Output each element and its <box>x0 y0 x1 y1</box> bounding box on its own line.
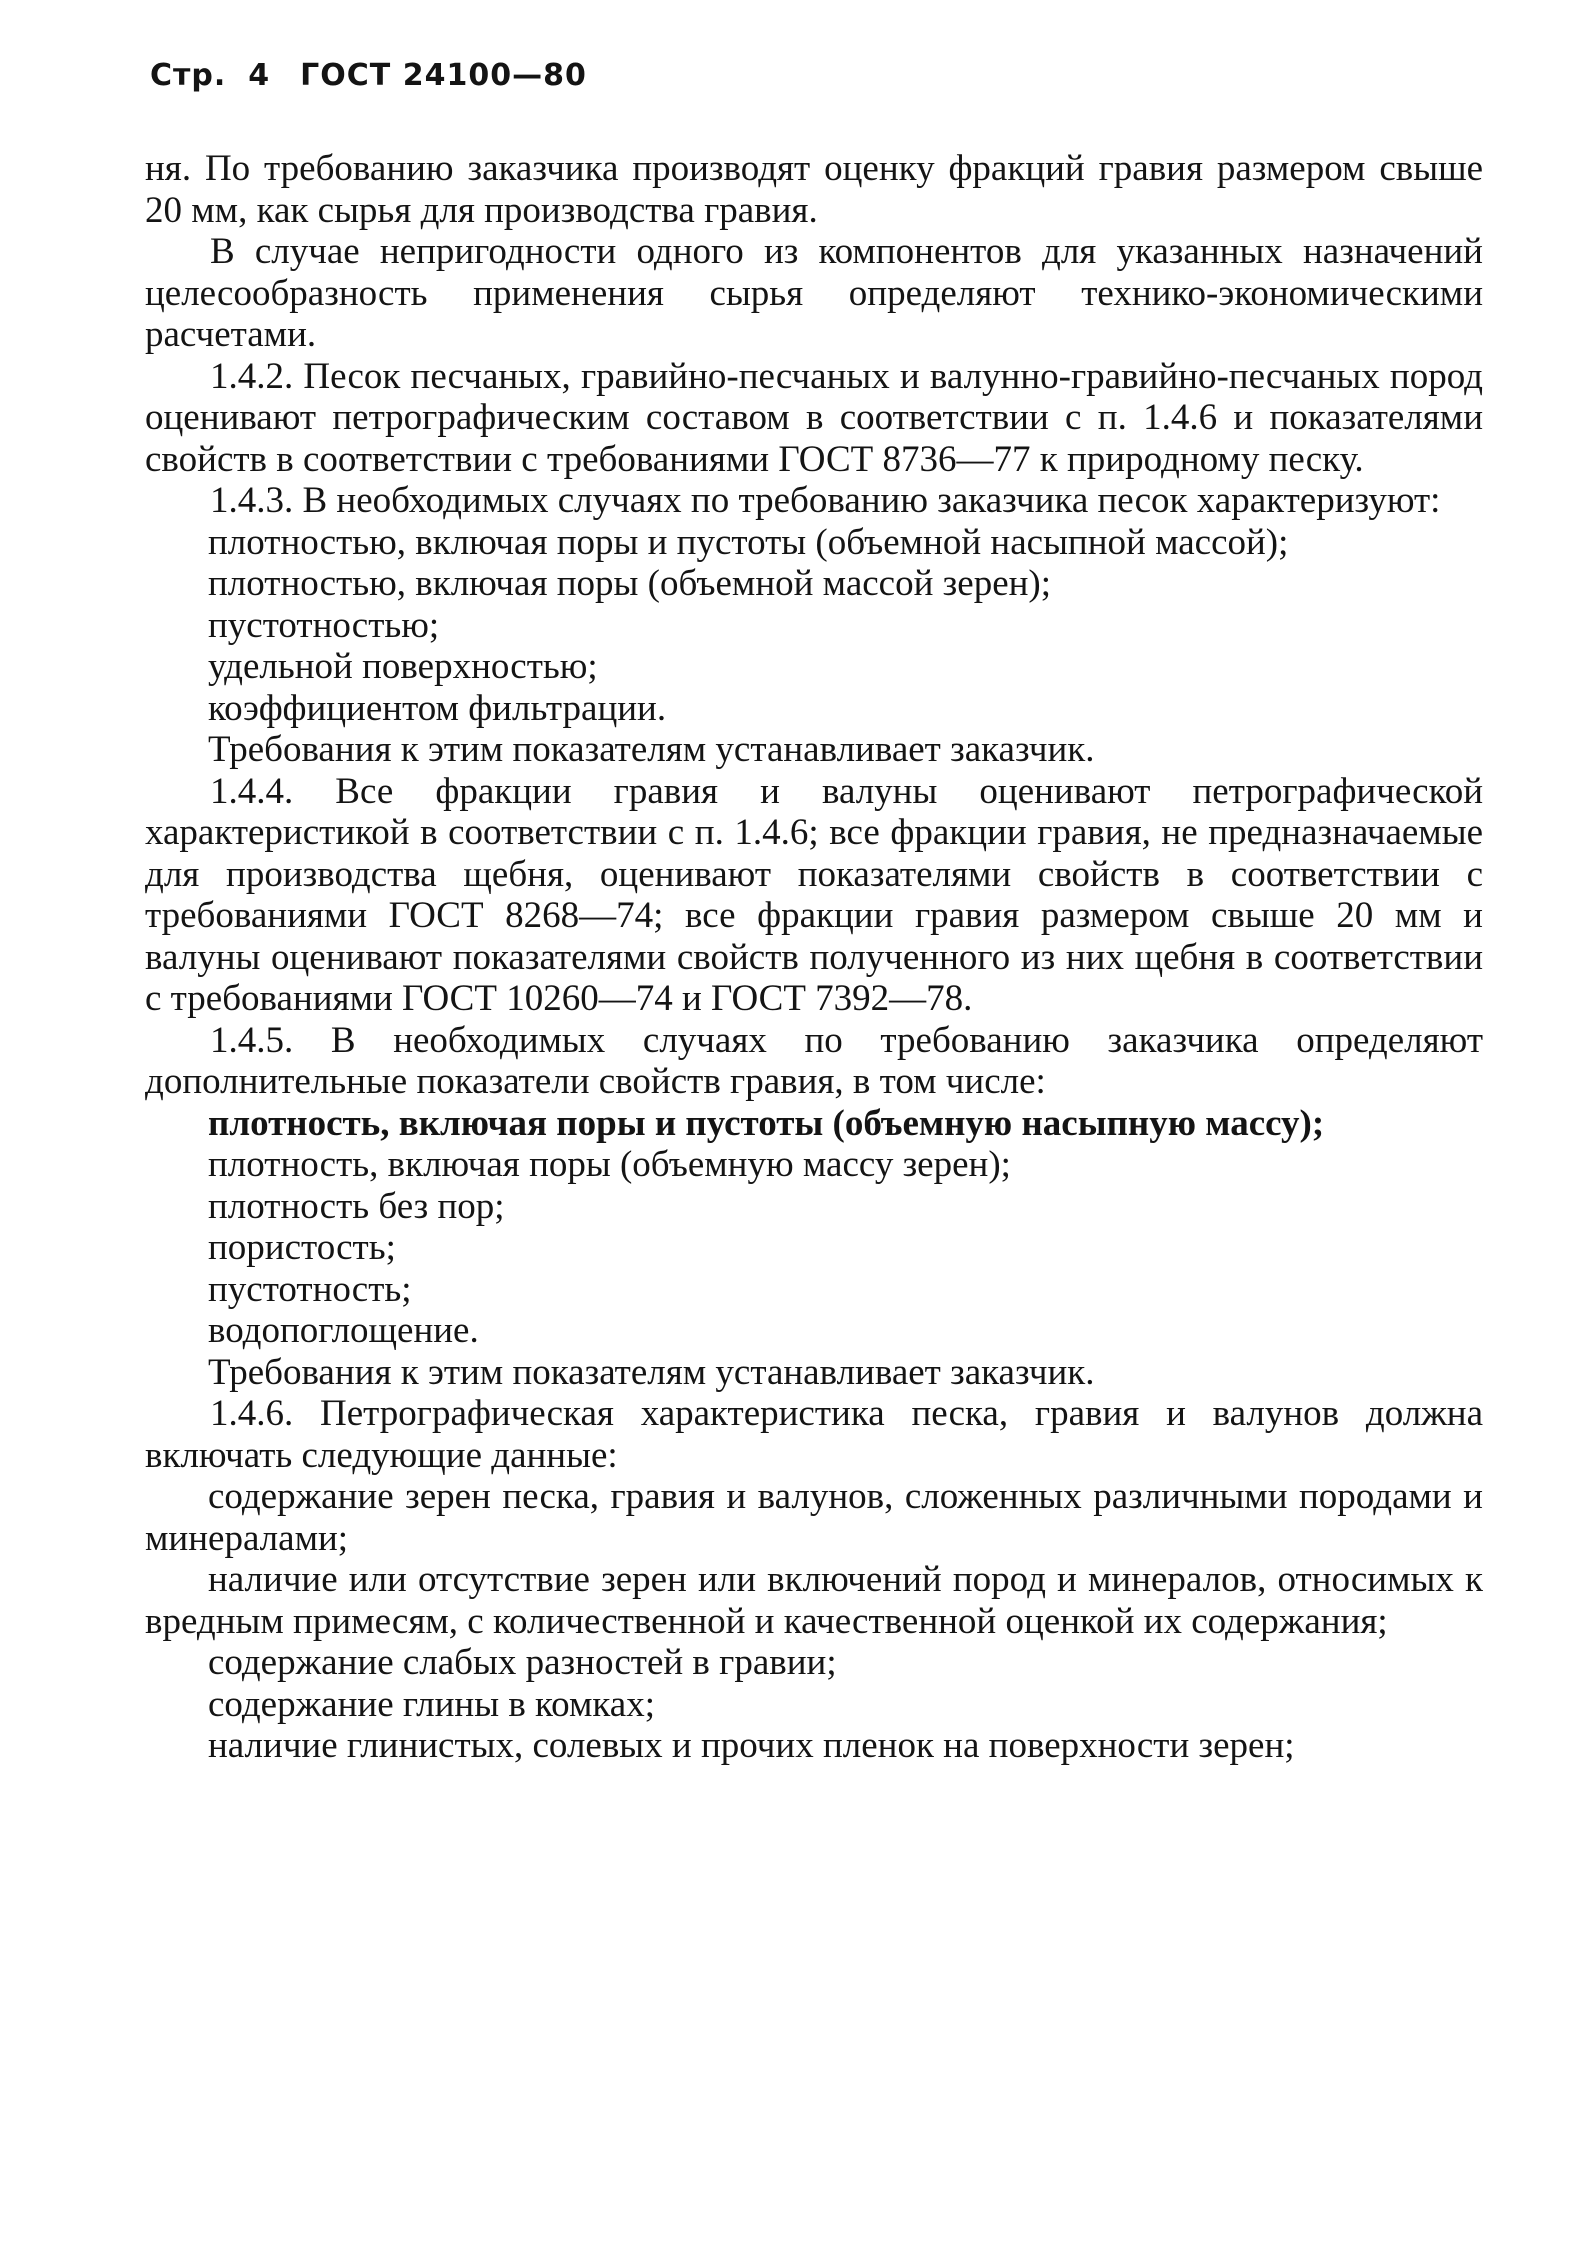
standard-designation: ГОСТ 24100—80 <box>300 58 587 93</box>
paragraph-continuation: ня. По требованию заказчика производят оценку фракций гравия размером свыше 20 мм, как сырья для производства гравия. <box>145 148 1483 231</box>
clause-1-4-4: 1.4.4. Все фракции гравия и валуны оценивают петрографической характеристикой в соответствии с п. 1.4.6; все фракции гравия, не предназначаемые для производства щебня, оценивают показателями свойств в соответствии с требованиями ГОСТ 8268—74; все фракции гравия размером свыше 20 мм и валуны оценивают показателями свойств полученного из них щебня в соответствии с требованиями ГОСТ 10260—74 и ГОСТ 7392—78. <box>145 770 1483 1019</box>
page-header <box>150 58 587 93</box>
list-item: водопоглощение. <box>208 1310 479 1351</box>
page-number: 4 <box>248 58 271 93</box>
clause-1-4-3: 1.4.3. В необходимых случаях по требованию заказчика песок характеризуют: <box>210 480 1441 521</box>
requirements-note: Требования к этим показателям устанавливает заказчик. <box>208 729 1095 770</box>
list-item: плотность, включая поры и пустоты (объемную насыпную массу); <box>208 1102 1325 1144</box>
clause-1-4-5: 1.4.5. В необходимых случаях по требованию заказчика определяют дополнительные показатели свойств гравия, в том числе: <box>145 1019 1483 1102</box>
list-item: плотность без пор; <box>208 1185 505 1227</box>
list-item: плотностью, включая поры (объемной массой зерен); <box>208 563 1052 604</box>
list-item: пористость; <box>208 1227 396 1268</box>
list-item: пустотность; <box>208 1268 412 1310</box>
page-label: Стр. <box>150 58 227 93</box>
list-item: плотностью, включая поры и пустоты (объемной насыпной массой); <box>208 521 1289 563</box>
list-item: коэффициентом фильтрации. <box>208 687 667 729</box>
clause-1-4-2: 1.4.2. Песок песчаных, гравийно-песчаных и валунно-гравийно-песчаных пород оценивают петрографическим составом в соответствии с п. 1.4.6 и показателями свойств в соответствии с требованиями ГОСТ 8736—77 к природному песку. <box>145 355 1483 480</box>
document-body <box>145 148 1483 1767</box>
list-item: наличие глинистых, солевых и прочих пленок на поверхности зерен; <box>208 1725 1295 1766</box>
list-item: удельной поверхностью; <box>208 646 598 687</box>
list-item: плотность, включая поры (объемную массу зерен); <box>208 1144 1011 1185</box>
list-item: наличие или отсутствие зерен или включений пород и минералов, относимых к вредным примесям, с количественной и качественной оценкой их содержания; <box>145 1559 1483 1642</box>
list-item: содержание зерен песка, гравия и валунов, сложенных различными породами и минералами; <box>145 1476 1483 1559</box>
list-item: содержание глины в комках; <box>208 1683 655 1725</box>
paragraph: В случае непригодности одного из компонентов для указанных назначений целесообразность применения сырья определяют технико-экономическими расчетами. <box>145 231 1483 355</box>
requirements-note: Требования к этим показателям устанавливает заказчик. <box>208 1351 1095 1393</box>
clause-1-4-6: 1.4.6. Петрографическая характеристика песка, гравия и валунов должна включать следующие данные: <box>145 1393 1483 1476</box>
list-item: содержание слабых разностей в гравии; <box>208 1642 837 1683</box>
list-item: пустотностью; <box>208 604 440 646</box>
